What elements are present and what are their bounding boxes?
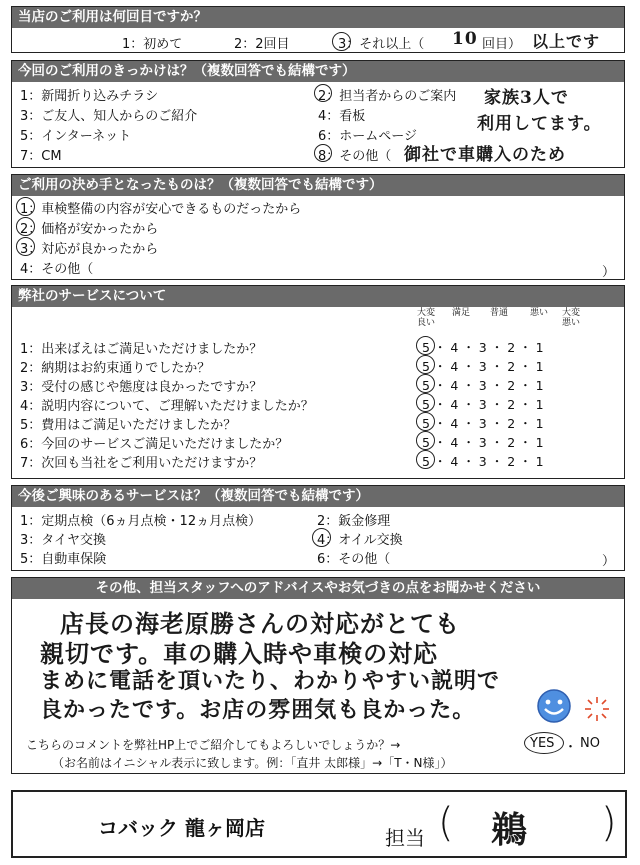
sun-icon bbox=[582, 694, 612, 724]
q3-option-1: 1：車検整備の内容が安心できるものだったから bbox=[20, 202, 302, 217]
q5-option-6: 6：その他（ bbox=[317, 552, 391, 567]
q5-option-4: 4：オイル交換 bbox=[317, 533, 403, 548]
q4-item-3: 3：受付の感じや態度は良かったですか？ bbox=[20, 380, 263, 395]
q4-item-6: 6：今回のサービスご満足いただけましたか？ bbox=[20, 437, 289, 452]
q5-title: 今後ご興味のあるサービスは？（複数回答でも結構です） bbox=[12, 486, 624, 507]
q4-scale-4: 5 ・ 4 ・ 3 ・ 2 ・ 1 bbox=[422, 397, 544, 412]
q4-scale-3: 5 ・ 4 ・ 3 ・ 2 ・ 1 bbox=[422, 378, 544, 393]
q1-section bbox=[11, 6, 625, 53]
q4-item-4: 4：説明内容について、ご理解いただけましたか？ bbox=[20, 399, 314, 414]
yes-option: YES bbox=[530, 736, 555, 751]
staff-name: 鵜 bbox=[491, 809, 529, 851]
q3-option-4-close: ） bbox=[602, 265, 616, 280]
q4-answer-circle-2 bbox=[416, 355, 435, 374]
col-satisfied: 満足 bbox=[451, 308, 470, 318]
q1-note: 以上です bbox=[532, 32, 601, 51]
no-option: NO bbox=[580, 736, 600, 751]
q1-title: 当店のご利用は何回目ですか？ bbox=[12, 7, 624, 28]
q2-option-2: 2：担当者からのご案内 bbox=[318, 89, 457, 104]
q5-option-5: 5：自動車保険 bbox=[20, 552, 107, 567]
q4-scale-2: 5 ・ 4 ・ 3 ・ 2 ・ 1 bbox=[422, 359, 544, 374]
footer-section bbox=[11, 790, 627, 858]
q4-answer-circle-7 bbox=[416, 450, 435, 469]
col-bad: 悪い bbox=[529, 308, 548, 318]
q3-title: ご利用の決め手となったものは？（複数回答でも結構です） bbox=[12, 175, 624, 196]
q1-option-3-suffix: 回目） bbox=[482, 37, 522, 52]
q4-answer-circle-6 bbox=[416, 431, 435, 450]
q4-answer-circle-3 bbox=[416, 374, 435, 393]
staff-open-paren: ( bbox=[438, 800, 454, 846]
smiley-face-icon bbox=[534, 686, 574, 726]
q6-title: その他、担当スタッフへのアドバイスやお気づきの点をお聞かせください bbox=[12, 578, 624, 599]
col-normal: 普通 bbox=[489, 308, 508, 318]
q5-section bbox=[11, 485, 625, 571]
comment-line-3: まめに電話を頂いたり、わかりやすい説明で bbox=[40, 668, 501, 694]
q2-option-4: 4：看板 bbox=[318, 109, 366, 124]
staff-close-paren: ) bbox=[601, 800, 617, 846]
comment-line-4: 良かったです。お店の雰囲気も良かった。 bbox=[40, 697, 476, 723]
col-very-bad: 大変悪い bbox=[561, 308, 580, 328]
q2-note-3: 御社で車購入のため bbox=[404, 145, 566, 165]
comment-line-1: 店長の海老原勝さんの対応がとても bbox=[60, 609, 460, 638]
q2-note-1: 家族3人で bbox=[484, 88, 569, 108]
q3-section bbox=[11, 174, 625, 280]
q4-item-1: 1：出来ばえはご満足いただけましたか？ bbox=[20, 342, 263, 357]
q4-answer-circle-5 bbox=[416, 412, 435, 431]
staff-label: 担当 bbox=[385, 826, 425, 850]
q4-answer-circle-4 bbox=[416, 393, 435, 412]
q2-option-3: 3：ご友人、知人からのご紹介 bbox=[20, 109, 198, 124]
option-separator: ・ bbox=[564, 740, 578, 755]
q4-title: 弊社のサービスについて bbox=[12, 286, 624, 307]
hp-permission-question: こちらのコメントを弊社HP上でご紹介してもよろしいでしょうか？→ bbox=[26, 738, 401, 752]
q5-option-2: 2：鈑金修理 bbox=[317, 514, 391, 529]
store-name: コバック 龍ヶ岡店 bbox=[98, 816, 265, 840]
q2-note-2: 利用してます。 bbox=[477, 114, 602, 134]
q2-option-8: 8：その他（ bbox=[318, 149, 392, 164]
q2-section bbox=[11, 60, 625, 168]
q1-count: 10 bbox=[452, 29, 478, 49]
col-very-good: 大変良い bbox=[416, 308, 435, 328]
q3-option-2: 2：価格が安かったから bbox=[20, 222, 159, 237]
q4-answer-circle-1 bbox=[416, 336, 435, 355]
q2-option-5: 5：インターネット bbox=[20, 129, 132, 144]
q4-scale-1: 5 ・ 4 ・ 3 ・ 2 ・ 1 bbox=[422, 340, 544, 355]
q5-option-3: 3：タイヤ交換 bbox=[20, 533, 107, 548]
q1-option-2: 2：2回目 bbox=[234, 37, 290, 52]
q4-item-2: 2：納期はお約束通りでしたか？ bbox=[20, 361, 211, 376]
comment-line-2: 親切です。車の購入時や車検の対応 bbox=[40, 639, 439, 668]
q3-option-4: 4：その他（ bbox=[20, 262, 94, 277]
initial-note: （お名前はイニシャル表示に致します。例：「直井 太郎様」→「T・N様」） bbox=[52, 756, 453, 770]
q2-option-7: 7：CM bbox=[20, 149, 62, 164]
q5-option-6-close: ） bbox=[602, 554, 616, 569]
q4-section bbox=[11, 285, 625, 479]
q4-item-5: 5：費用はご満足いただけましたか？ bbox=[20, 418, 237, 433]
q5-option-1: 1：定期点検（6ヵ月点検・12ヵ月点検） bbox=[20, 514, 262, 529]
q1-option-3: 3：それ以上（ bbox=[338, 37, 425, 52]
q4-item-7: 7：次回も当社をご利用いただけますか？ bbox=[20, 456, 263, 471]
q2-option-1: 1：新聞折り込みチラシ bbox=[20, 89, 159, 104]
q1-option-1: 1：初めて bbox=[122, 37, 183, 52]
q4-scale-5: 5 ・ 4 ・ 3 ・ 2 ・ 1 bbox=[422, 416, 544, 431]
q2-title: 今回のご利用のきっかけは？（複数回答でも結構です） bbox=[12, 61, 624, 82]
q6-section bbox=[11, 577, 625, 774]
q3-option-3: 3：対応が良かったから bbox=[20, 242, 159, 257]
q4-scale-6: 5 ・ 4 ・ 3 ・ 2 ・ 1 bbox=[422, 435, 544, 450]
q4-scale-7: 5 ・ 4 ・ 3 ・ 2 ・ 1 bbox=[422, 454, 544, 469]
q2-option-6: 6：ホームページ bbox=[318, 129, 418, 144]
